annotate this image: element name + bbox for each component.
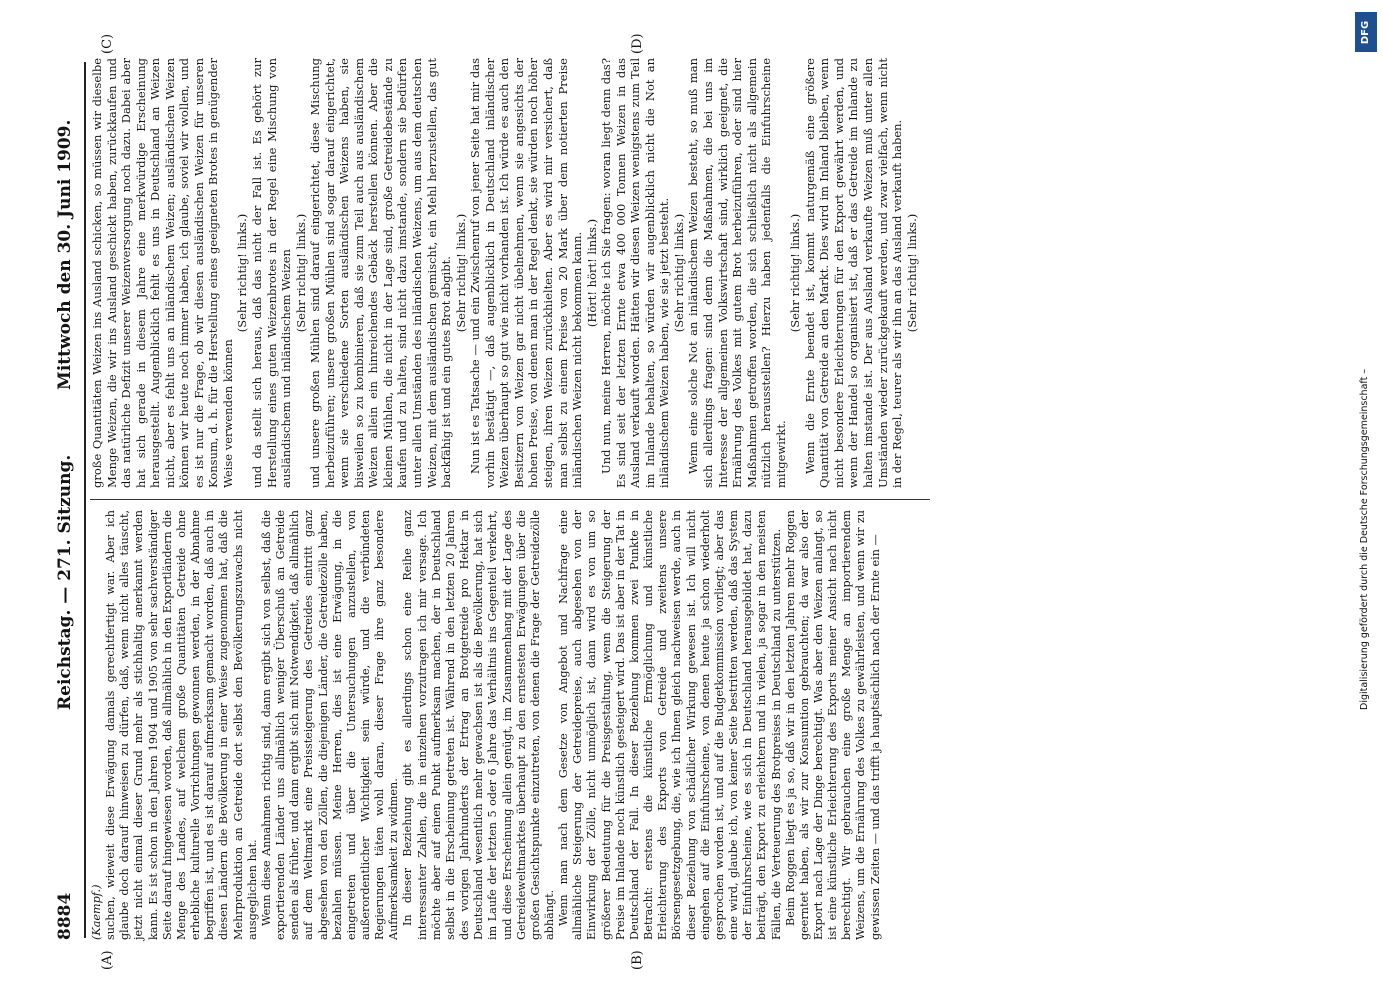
session-date: Mittwoch den 30. Juni 1909.	[55, 119, 75, 390]
speaker-label: (Kaempf.)	[90, 884, 103, 940]
margin-mark-b: (B)	[630, 950, 645, 970]
dfg-logo	[1355, 12, 1377, 52]
paragraph: Wenn diese Annahmen richtig sind, dann ergibt sich von selbst, daß die exportierenden Länder uns allmählich weniger Überschuß an Getreide senden als früher, und dann ergibt sich mit Notwendigkeit, daß allmählich auf dem Weltmarkt eine Preissteigerung des Getreides eintritt ganz abgesehen von den Zöllen, die diejenigen Länder, die Getreidezölle haben, bezahlen müssen. Meine Herren, dies ist eine Erwägung, in die eingetreten und über die Untersuchungen anzustellen, von außerordentlicher Wichtigkeit sein würde, und die verbündeten Regierungen täten wohl daran, dieser Frage ihre ganz besondere Aufmerksamkeit zu widmen.	[259, 510, 401, 940]
paragraph: große Quantitäten Weizen ins Ausland schicken, so müssen wir dieselbe Menge Weizen, die wir ins Ausland geschickt haben, zurückkaufen und das natürliche Defizit unserer Weizenversorgung noch dazu. Dabei aber hat sich gerade in diesem Jahre eine merkwürdige Erscheinung herausgestellt. Augenblicklich fehlt es uns in Deutschland an Weizen nicht, aber es fehlt uns an inländischem Weizen; ausländischen Weizen können wir heute noch immer haben, ich glaube, soviel wir wollen, und es ist nur die Frage, ob wir diesen ausländischen Weizen für unseren Konsum, d. h. für die Herstellung eines geeigneten Brotes in genügender Weise verwenden können	[90, 58, 235, 488]
margin-mark-d: (D)	[630, 33, 645, 54]
margin-mark-c: (C)	[100, 33, 115, 54]
interjection: (Sehr richtig! links.)	[904, 213, 919, 333]
dfg-logo-text: DFG	[1360, 20, 1372, 44]
interjection: (Sehr richtig! links.)	[235, 213, 250, 333]
page-header	[55, 60, 83, 940]
paragraph: In dieser Beziehung gibt es allerdings schon eine Reihe ganz interessanter Zahlen, die in einzelnen vorzutragen ich mir versage. Ich möchte aber auf einen Punkt aufmerksam machen, der in Deutschland selbst in die Erscheinung getreten ist. Während in den letzten 20 Jahren des vorigen Jahrhunderts der Ertrag an Brotgetreide pro Hektar in Deutschland wesentlich mehr gewachsen ist als die Bevölkerung, hat sich im Laufe der letzten 5 oder 6 Jahre das Verhältnis ins Gegenteil verkehrt, und diese Erscheinung allein genügt, im Zusammenhang mit der Lage des Getreideweltmarktes überhaupt zu den ernstesten Erwägungen über die großen Gesichtspunkte einzutreten, von denen die Frage der Getreidezölle abhängt.	[401, 510, 556, 940]
interjection: (Sehr richtig! links.)	[788, 213, 803, 333]
paragraph: und da stellt sich heraus, daß das nicht der Fall ist. Es gehört zur Herstellung eines guten Weizenbrotes in der Regel eine Mischung von ausländischem und inländischem Weizen	[250, 58, 294, 488]
header-rule	[84, 62, 86, 938]
paragraph: Wenn die Ernte beendet ist, kommt naturgemäß eine größere Quantität von Getreide an den Markt. Dies wird im Inland bleiben, wenn nicht besondere Erleichterungen für den Export gewährt werden, und wenn der Handel so organisiert ist, daß er das Getreide im Inlande zu halten imstande ist. Der aus Ausland verkaufte Weizen muß unter allen Umständen wieder zurückgekauft werden, und zwar vielfach, wenn nicht in der Regel, teurer als wir ihn an das Ausland verkauft haben.	[802, 58, 905, 488]
margin-mark-a: (A)	[100, 950, 115, 970]
paragraph: und unsere großen Mühlen sind darauf eingerichtet, diese Mischung herbeizuführen; unsere großen Mühlen sind sogar darauf eingerichtet, wenn sie verschiedene Sorten ausländischen Weizens haben, sie bisweilen so zu kombinieren, daß sie zum Teil auch aus ausländischem Weizen allein ein hinreichendes Gebäck herstellen können. Aber die kleinen Mühlen, die nicht in der Lage sind, große Getreidebestände zu kaufen und zu halten, sind nicht dazu imstande, sondern sie bedürfen unter allen Umständen des inländischen Weizens, um aus dem deutschen Weizen, mit dem ausländischen gemischt, ein Mehl herzustellen, das gut backfähig ist und ein gutes Brot abgibt.	[308, 58, 454, 488]
interjection: (Hört! hört! links.)	[584, 218, 599, 328]
interjection: (Sehr richtig! links.)	[293, 213, 308, 333]
paragraph: suchen, wieweit diese Erwägung damals gerechtfertigt war. Aber ich glaube doch darauf hinweisen zu dürfen, daß, wenn nicht alles täuscht, jetzt nicht einmal dieser Grund mehr als stichhaltig anerkannt werden kann. Es ist schon in den Jahren 1904 und 1905 von sehr sachverständiger Seite darauf hingewiesen worden, daß allmählich in den Exportländern die Menge des Landes, auf welchem große Quantitäten Getreide ohne erhebliche kulturelle Vorrichtungen gewonnen werden, in der Abnahme begriffen ist, und es ist darauf aufmerksam gemacht worden, daß auch in diesen Ländern die Bevölkerung in einer Weise zugenommen hat, daß die Mehrproduktion an Getreide dort selbst den Bevölkerungszuwachs nicht ausgeglichen hat.	[104, 510, 259, 940]
funding-note-text: Digitalisierung gefördert durch die Deutsche Forschungsgemeinschaft –	[1359, 368, 1370, 710]
paragraph: Und nun, meine Herren, möchte ich Sie fragen: woran liegt denn das? Es sind seit der letzten Ernte etwa 400 000 Tonnen Weizen in das Ausland verkauft worden. Hätten wir diesen Weizen wenigstens zum Teil im Inlande behalten, so würden wir augenblicklich nicht die Not an inländischem Weizen haben, wie sie jetzt besteht.	[599, 58, 672, 488]
paragraph: Wenn man nach dem Gesetze von Angebot und Nachfrage eine allmähliche Steigerung der Getreidepreise, auch abgesehen von der Einwirkung der Zölle, nicht unmöglich ist, dann wird es von um so größerer Bedeutung für die Preisgestaltung, wenn die Steigerung der Preise im Inlande noch künstlich gesteigert wird. Das ist aber in der Tat in Deutschland der Fall. In dieser Beziehung kommen zwei Punkte in Betracht: erstens die künstliche Ermöglichung und künstliche Erleichterung des Exports von Getreide und zweitens unsere Börsengesetzgebung, die, wie ich Ihnen gleich nachweisen werde, auch in dieser Beziehung von schädlicher Wirkung gewesen ist. Ich will nicht eingehen auf die Einfuhrscheine, von denen heute ja schon wiederholt gesprochen worden ist, und auf die Budgetkommission vorliegt; aber das eine wird, glaube ich, von keiner Seite bestritten werden, daß das System der Einfuhrscheine, wie es sich in Deutschland herausgebildet hat, dazu beiträgt, den Export zu erleichtern und in vielen, ja sogar in den meisten Fällen, die Verteuerung des Brotpreises in Deutschland zu unterstützen.	[557, 510, 783, 940]
interjection: (Sehr richtig! links.)	[671, 213, 686, 333]
interjection: (Sehr richtig! links.)	[453, 213, 468, 333]
paragraph: Nun ist es Tatsache — und ein Zwischenruf von jener Seite hat mir das vorhin bestätigt —, daß augenblicklich in Deutschland inländischer Weizen überhaupt so gut wie nicht vorhanden ist. Ich würde es auch den Besitzern von Weizen gar nicht übelnehmen, wenn sie angesichts der hohen Preise, von denen man in der Regel denkt, sie würden noch höher steigen, ihren Weizen zurückhielten. Aber es wird mir versichert, daß man selbst zu einem Preise von 20 Mark über dem notierten Preise inländischen Weizen nicht bekommen kann.	[468, 58, 585, 488]
right-column	[90, 58, 919, 488]
paragraph: Beim Roggen liegt es ja so, daß wir in den letzten Jahren mehr Roggen geerntet haben, als wir zur Konsumtion gebrauchten; da war also der Export nach Lage der Dinge berechtigt. Was aber den Weizen anlangt, so ist eine künstliche Erleichterung des Exports meiner Ansicht nach nicht berechtigt. Wir gebrauchen eine große Menge an importierendem Weizens, um die Ernährung des Volkes zu gewährleisten, und wenn wir zu gewissen Zeiten — und das trifft ja hauptsächlich nach der Ernte ein —	[783, 510, 882, 940]
funding-note	[1359, 70, 1373, 710]
column-divider	[90, 499, 930, 500]
page-number: 8884	[55, 892, 75, 940]
session-title: Reichstag. — 271. Sitzung.	[55, 454, 75, 710]
paragraph: Wenn eine solche Not an inländischem Weizen besteht, so muß man sich allerdings fragen: sind denn die Maßnahmen, die bei uns im Interesse der allgemeinen Volkswirtschaft sind, wirklich geeignet, die Ernährung des Volkes mit gutem Brot herbeizuführen, oder sind hier Maßnahmen getroffen worden, die sich schließlich nicht als allgemein nützlich herausstellen? Hierzu haben jedenfalls die Einfuhrscheine mitgewirkt.	[686, 58, 788, 488]
left-column	[90, 510, 883, 940]
